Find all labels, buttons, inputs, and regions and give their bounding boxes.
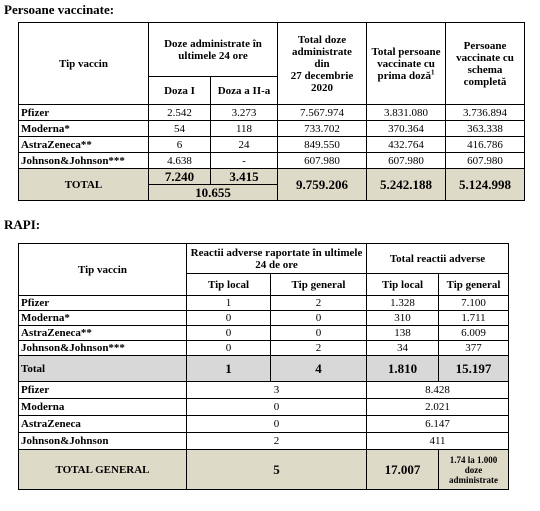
col-header-dose2: Doza a II-a <box>211 77 278 105</box>
vaccinated-table <box>18 22 525 201</box>
col-header-total-doses: Total doze administrate din 27 decembrie 2020 <box>278 23 367 105</box>
col-header-vaccine-type: Tip vaccin <box>19 23 149 105</box>
total-doses-24h: 10.655 <box>149 185 278 201</box>
table-row: Pfizer 2.542 3.273 7.567.974 3.831.080 3.736.894 <box>19 105 525 121</box>
total-label: TOTAL <box>19 169 149 201</box>
total-dose2: 3.415 <box>211 169 278 185</box>
rapi-col-header-24h: Reactii adverse raportate în ultimele 24 de ore <box>187 244 367 274</box>
rapi-col-header-total: Total reactii adverse <box>367 244 509 274</box>
grand-total-row <box>19 450 509 490</box>
table-row: AstraZeneca 0 6.147 <box>19 416 509 433</box>
rapi-col-header-vaccine-type: Tip vaccin <box>19 244 187 296</box>
table-row: Moderna* 0 0 310 1.711 <box>19 311 509 326</box>
grand-total-24h: 5 <box>187 450 367 490</box>
table-row: Moderna* 54 118 733.702 370.364 363.338 <box>19 121 525 137</box>
table-row: AstraZeneca** 6 24 849.550 432.764 416.786 <box>19 137 525 153</box>
rapi-col-header-general-24h: Tip general <box>271 274 367 296</box>
grand-total-label: TOTAL GENERAL <box>19 450 187 490</box>
table-row: Moderna 0 2.021 <box>19 399 509 416</box>
rapi-table <box>18 243 509 490</box>
col-header-doses-24h: Doze administrate în ultimele 24 ore <box>149 23 278 77</box>
total-row <box>19 169 525 185</box>
table-row: Johnson&Johnson*** 4.638 - 607.980 607.980 607.980 <box>19 153 525 169</box>
table-row: Johnson&Johnson 2 411 <box>19 433 509 450</box>
rapi-col-header-local: Tip local <box>367 274 439 296</box>
total-dose1: 7.240 <box>149 169 211 185</box>
rapi-total-row: Total 1 4 1.810 15.197 <box>19 356 509 382</box>
total-complete: 5.124.998 <box>446 169 525 201</box>
table-row: Pfizer 3 8.428 <box>19 382 509 399</box>
grand-total-reactions: 17.007 <box>367 450 439 490</box>
vaccinated-title: Persoane vaccinate: <box>4 2 115 17</box>
total-first-dose: 5.242.188 <box>367 169 446 201</box>
table-row: AstraZeneca** 0 0 138 6.009 <box>19 326 509 341</box>
rapi-col-header-general: Tip general <box>439 274 509 296</box>
total-doses: 9.759.206 <box>278 169 367 201</box>
rapi-col-header-local-24h: Tip local <box>187 274 271 296</box>
col-header-complete: Persoane vaccinate cu schema completă <box>446 23 525 105</box>
grand-total-rate: 1.74 la 1.000 doze administrate <box>439 450 509 490</box>
col-header-dose1: Doza I <box>149 77 211 105</box>
table-row: Pfizer 1 2 1.328 7.100 <box>19 296 509 311</box>
rapi-title: RAPI: <box>4 217 41 232</box>
col-header-first-dose: Total persoane vaccinate cu prima doză$^1$ <box>367 23 446 105</box>
table-row: Johnson&Johnson*** 0 2 34 377 <box>19 341 509 356</box>
